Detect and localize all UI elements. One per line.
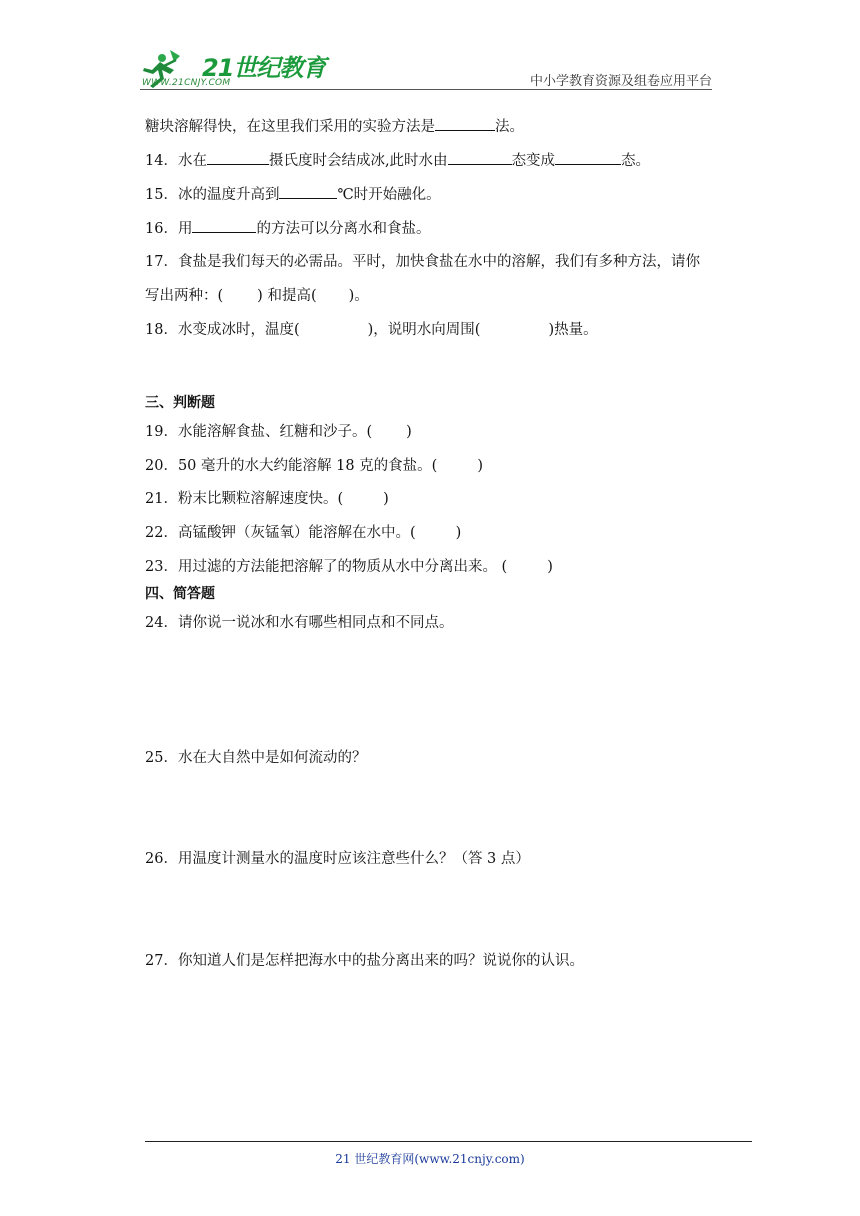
answer-blank[interactable]: [435, 116, 495, 131]
section-true-false: 三、判断题: [145, 395, 215, 411]
logo-url: WWW.21CNJY.COM: [142, 78, 231, 88]
question-14: 14．水在 摄氏度时会结成冰,此时水由 态变成 态。: [145, 150, 650, 171]
header-divider: [140, 89, 712, 90]
answer-blank[interactable]: [207, 150, 269, 165]
answer-blank[interactable]: [192, 218, 256, 233]
answer-blank[interactable]: [555, 150, 621, 165]
platform-name: 中小学教育资源及组卷应用平台: [529, 74, 712, 89]
page-header: [140, 44, 712, 92]
answer-blank[interactable]: [279, 184, 337, 199]
question-17-line-2: 写出两种：( ) 和提高( )。: [145, 288, 369, 304]
question-13-tail: 糖块溶解得快，在这里我们采用的实验方法是 法。: [145, 116, 524, 137]
question-16: 16．用 的方法可以分离水和食盐。: [145, 218, 430, 239]
question-15: 15．冰的温度升高到 ℃时开始融化。: [145, 184, 441, 205]
question-23: 23．用过滤的方法能把溶解了的物质从水中分离出来。 ( ): [145, 559, 553, 575]
question-26: 26．用温度计测量水的温度时应该注意些什么？（答 3 点）: [145, 851, 530, 867]
question-24: 24．请你说一说冰和水有哪些相同点和不同点。: [145, 615, 454, 631]
footer-link[interactable]: 21 世纪教育网(www.21cnjy.com): [335, 1152, 525, 1166]
footer-divider: [145, 1141, 752, 1142]
question-22: 22．高锰酸钾（灰锰氧）能溶解在水中。( ): [145, 525, 462, 541]
question-20: 20．50 毫升的水大约能溶解 18 克的食盐。( ): [145, 458, 484, 474]
question-17-line-1: 17．食盐是我们每天的必需品。平时，加快食盐在水中的溶解，我们有多种方法，请你: [145, 254, 700, 270]
question-19: 19．水能溶解食盐、红糖和沙子。( ): [145, 424, 412, 440]
question-18: 18．水变成冰时，温度( )，说明水向周围( )热量。: [145, 322, 598, 338]
question-25: 25．水在大自然中是如何流动的？: [145, 750, 367, 766]
question-21: 21．粉末比颗粒溶解速度快。( ): [145, 491, 389, 507]
answer-blank[interactable]: [448, 150, 512, 165]
section-short-answer: 四、简答题: [145, 586, 215, 602]
question-27: 27．你知道人们是怎样把海水中的盐分离出来的吗？说说你的认识。: [145, 953, 584, 969]
logo-text: 21世纪教育: [202, 54, 326, 82]
